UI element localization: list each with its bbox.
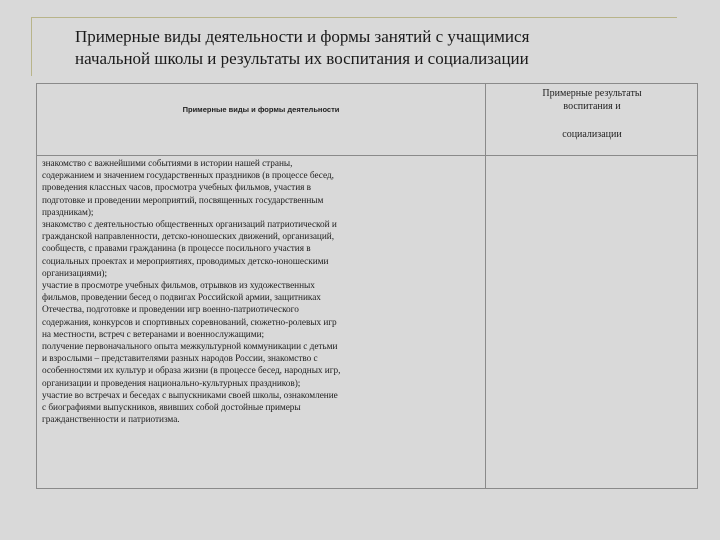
activity-line: гражданственности и патриотизма. (42, 415, 180, 426)
activity-line: с биографиями выпускников, явивших собой достойные примеры (42, 403, 301, 414)
activity-line: содержания, конкурсов и спортивных соревнований, сюжетно-ролевых игр (42, 317, 337, 328)
activity-line: получение первоначального опыта межкультурной коммуникации с детьми (42, 342, 338, 353)
activity-line: проведения классных часов, просмотра учебных фильмов, участия в (42, 183, 311, 194)
header-results-line-3: социализации (562, 129, 622, 140)
column-divider (485, 84, 486, 488)
header-results (487, 87, 697, 141)
activity-line: подготовке и проведении мероприятий, посвященных государственным (42, 195, 324, 206)
activity-line: знакомство с важнейшими событиями в истории нашей страны, (42, 159, 293, 169)
activity-line: знакомство с деятельностью общественных организаций патриотической и (42, 220, 337, 231)
activity-line: участие во встречах и беседах с выпускниками своей школы, ознакомление (42, 390, 338, 401)
activity-line: сообществ, с правами гражданина (в процессе посильного участия в (42, 244, 311, 255)
header-activities-label: Примерные виды и формы деятельности (182, 104, 340, 114)
activities-cell (42, 158, 482, 426)
header-row-divider (37, 155, 697, 156)
activity-line: социальных проектах и мероприятиях, проводимых детско-юношескими (42, 256, 329, 267)
activity-line: фильмов, проведении бесед о подвигах Российской армии, защитниках (42, 293, 321, 304)
activity-line: праздникам); (42, 207, 94, 218)
activity-line: организациями); (42, 268, 108, 279)
header-activities (37, 84, 485, 134)
activity-line: на местности, встреч с ветеранами и военнослужащими; (42, 329, 265, 340)
title-line-2: начальной школы и результаты их воспитания и социализации (75, 49, 529, 68)
header-results-spacer (487, 113, 697, 128)
activity-line: и взрослыми – представителями разных народов России, знакомство с (42, 354, 318, 365)
activity-line: гражданской направленности, детско-юношеских движений, организаций, (42, 232, 334, 243)
header-results-line-1: Примерные результаты (542, 88, 642, 99)
activity-line: особенностями их культур и образа жизни (в процессе бесед, народных игр, (42, 366, 341, 377)
activity-line: Отечества, подготовке и проведении игр военно-патриотического (42, 305, 299, 316)
slide-title (75, 26, 675, 70)
activity-line: участие в просмотре учебных фильмов, отрывков из художественных (42, 281, 315, 292)
activities-table (36, 83, 698, 489)
title-line-1: Примерные виды деятельности и формы занятий с учащимися (75, 27, 530, 46)
header-results-line-2: воспитания и (563, 101, 621, 112)
activity-line: содержанием и значением государственных праздников (в процессе бесед, (42, 171, 334, 182)
activity-line: организации и проведения национально-культурных праздников); (42, 378, 301, 389)
